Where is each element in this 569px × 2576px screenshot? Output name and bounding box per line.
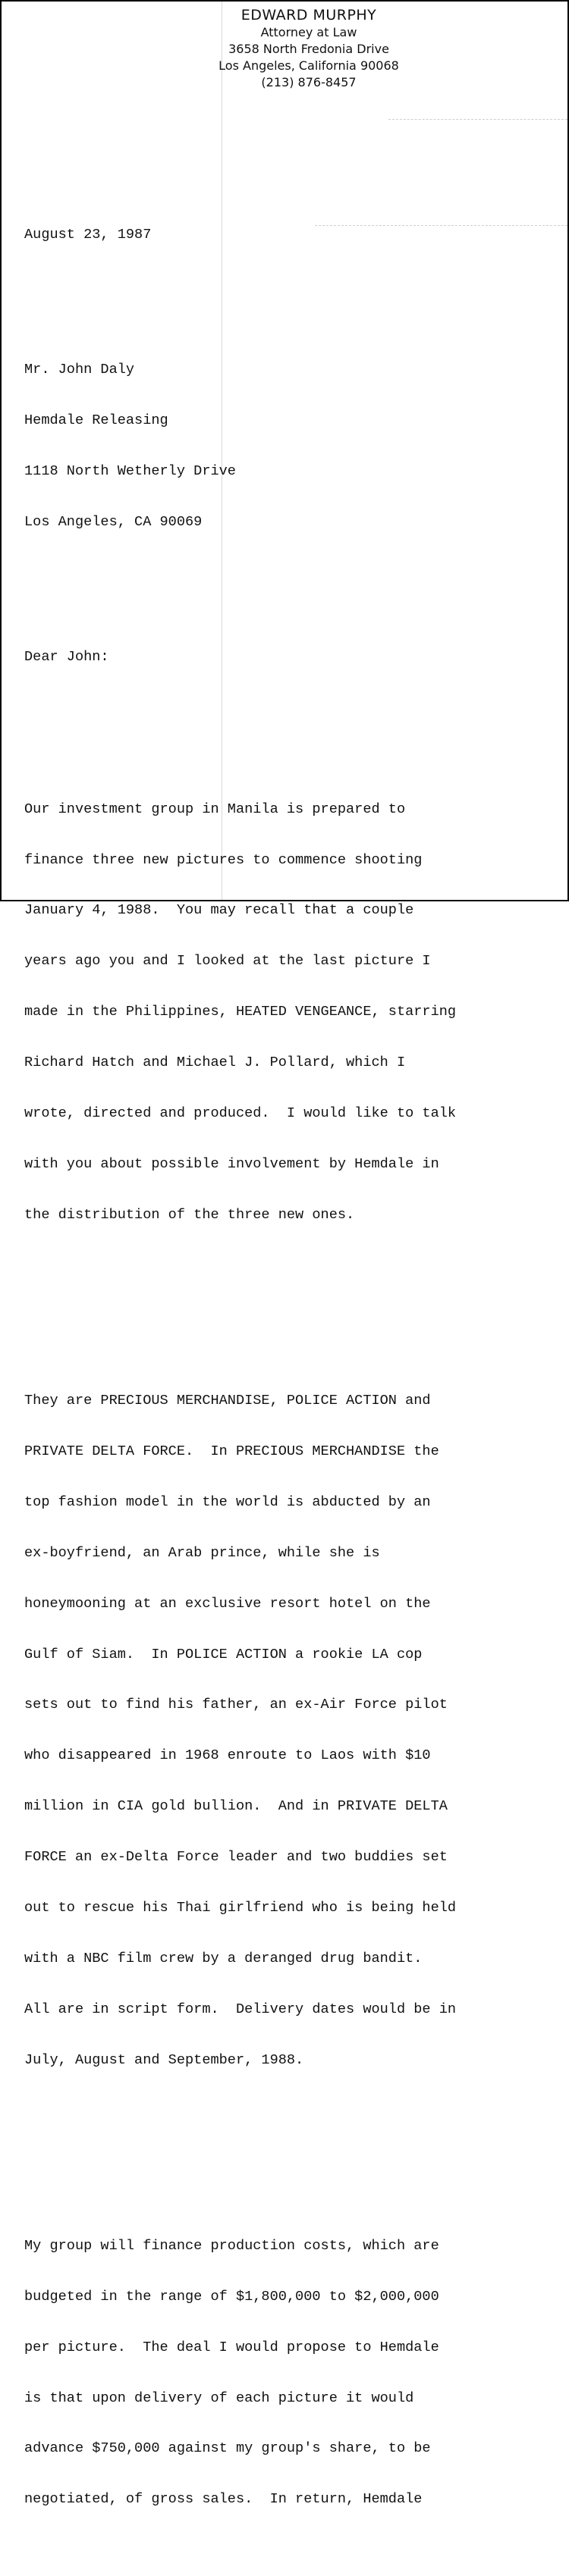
salutation: Dear John: (24, 649, 109, 666)
text-line: advance $750,000 against my group's share, to be (24, 2440, 431, 2457)
text-line: They are PRECIOUS MERCHANDISE, POLICE ACTION and (24, 1393, 431, 1409)
text-line: is that upon delivery of each picture it would (24, 2390, 414, 2406)
letterhead (146, 6, 472, 91)
text-line: the distribution of the three new ones. (24, 1206, 355, 1223)
text-line: All are in script form. Delivery dates would be in (24, 2001, 457, 2017)
text-line: ex-boyfriend, an Arab prince, while she is (24, 1544, 380, 1561)
paragraph-2 (24, 1359, 563, 2102)
paragraph-1 (24, 767, 563, 1258)
sender-city: Los Angeles, California 90068 (218, 58, 399, 73)
recipient-address (24, 327, 563, 564)
recipient-street: 1118 North Wetherly Drive (24, 462, 236, 479)
text-line: My group will finance production costs, which are (24, 2237, 439, 2254)
text-line: wrote, directed and produced. I would like to talk (24, 1105, 457, 1122)
text-line: PRIVATE DELTA FORCE. In PRECIOUS MERCHANDISE the (24, 1443, 439, 1459)
letter-body (24, 193, 563, 2576)
text-line: per picture. The deal I would propose to Hemdale (24, 2339, 439, 2355)
text-line: made in the Philippines, HEATED VENGEANCE, starring (24, 1004, 457, 1020)
text-line: FORCE an ex-Delta Force leader and two buddies set (24, 1849, 448, 1866)
text-line: with a NBC film crew by a deranged drug bandit. (24, 1950, 423, 1966)
text-line: years ago you and I looked at the last picture I (24, 953, 431, 970)
recipient-company: Hemdale Releasing (24, 412, 168, 428)
text-line: who disappeared in 1968 enroute to Laos with $10 (24, 1747, 431, 1764)
text-line: sets out to find his father, an ex-Air Force pilot (24, 1697, 448, 1713)
sender-title: Attorney at Law (260, 25, 357, 39)
letter-date: August 23, 1987 (24, 226, 152, 243)
text-line: Richard Hatch and Michael J. Pollard, which I (24, 1055, 406, 1071)
text-line: honeymooning at an exclusive resort hotel on the (24, 1595, 431, 1612)
text-line: budgeted in the range of $1,800,000 to $2,000,000 (24, 2288, 439, 2305)
sender-phone: (213) 876-8457 (261, 75, 357, 89)
text-line: million in CIA gold bullion. And in PRIVATE DELTA (24, 1798, 448, 1815)
text-line: Gulf of Siam. In POLICE ACTION a rookie LA cop (24, 1646, 423, 1662)
recipient-city: Los Angeles, CA 90069 (24, 513, 203, 530)
text-line: July, August and September, 1988. (24, 2051, 304, 2068)
sender-street: 3658 North Fredonia Drive (228, 42, 389, 56)
text-line: with you about possible involvement by Hemdale in (24, 1155, 439, 1172)
text-line: finance three new pictures to commence shooting (24, 851, 423, 868)
text-line: top fashion model in the world is abducted by an (24, 1493, 431, 1510)
paragraph-3 (24, 2204, 563, 2542)
fold-crease (388, 119, 567, 120)
sender-name: EDWARD MURPHY (240, 7, 377, 24)
text-line: Our investment group in Manila is prepared to (24, 801, 406, 817)
text-line: out to rescue his Thai girlfriend who is being held (24, 1899, 457, 1916)
text-line: negotiated, of gross sales. In return, Hemdale (24, 2491, 423, 2508)
recipient-name: Mr. John Daly (24, 361, 135, 378)
text-line: January 4, 1988. You may recall that a couple (24, 902, 414, 919)
